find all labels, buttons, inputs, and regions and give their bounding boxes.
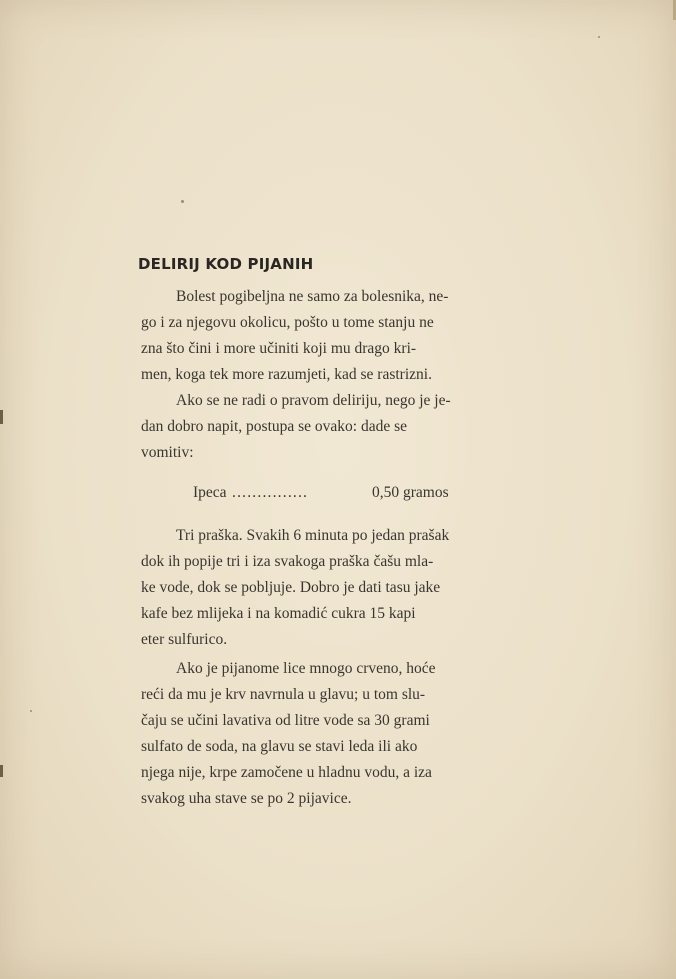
chapter-title: DELIRIJ KOD PIJANIH bbox=[138, 255, 314, 273]
text-line: dan dobro napit, postupa se ovako: dade se bbox=[141, 418, 408, 435]
recipe-name: Ipeca bbox=[193, 484, 227, 501]
text-line: eter sulfurico. bbox=[141, 631, 228, 648]
text-line: reći da mu je krv navrnula u glavu; u tom slu- bbox=[141, 686, 426, 703]
text-line: kafe bez mlijeka i na komadić cukra 15 kapi bbox=[141, 605, 416, 622]
text-line: svakog uha stave se po 2 pijavice. bbox=[141, 790, 352, 807]
text-line: Tri praška. Svakih 6 minuta po jedan prašak bbox=[176, 527, 450, 544]
text-line: zna što čini i more učiniti koji mu drago kri- bbox=[141, 340, 417, 357]
text-line: njega nije, krpe zamočene u hladnu vodu, a iza bbox=[141, 764, 432, 781]
text-line: Ako se ne radi o pravom deliriju, nego je je- bbox=[176, 392, 451, 409]
recipe-amount: 0,50 gramos bbox=[372, 484, 449, 501]
edge-mark bbox=[0, 410, 3, 424]
text-line: men, koga tek more razumjeti, kad se rastrizni. bbox=[141, 366, 432, 383]
recipe-leader-dots: ............... bbox=[232, 484, 309, 501]
text-line: Bolest pogibeljna ne samo za bolesnika, ne- bbox=[176, 288, 449, 305]
edge-mark bbox=[0, 765, 3, 777]
text-line: Ako je pijanome lice mnogo crveno, hoće bbox=[176, 660, 436, 677]
text-line: čaju se učini lavativa od litre vode sa 30 grami bbox=[141, 712, 430, 729]
text-line: ke vode, dok se pobljuje. Dobro je dati tasu jake bbox=[141, 579, 441, 596]
text-line: sulfato de soda, na glavu se stavi leda ili ako bbox=[141, 738, 418, 755]
text-line: go i za njegovu okolicu, pošto u tome stanju ne bbox=[141, 314, 434, 331]
text-line: vomitiv: bbox=[141, 444, 194, 461]
text-line: dok ih popije tri i iza svakoga praška čašu mla- bbox=[141, 553, 434, 570]
